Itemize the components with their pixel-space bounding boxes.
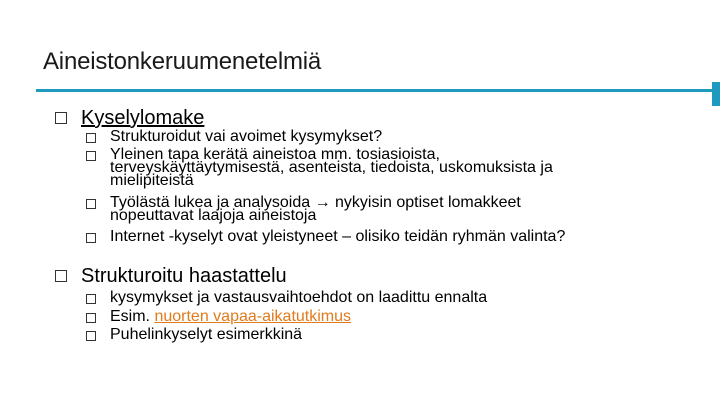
bullet-square-icon [55, 112, 67, 124]
list-item: Esim. nuorten vapaa-aikatutkimus [86, 310, 351, 323]
list-item: Puhelinkyselyt esimerkkinä [86, 328, 302, 341]
title-underline-end [712, 82, 720, 106]
title-underline [36, 89, 720, 92]
list-item: kysymykset ja vastausvaihtoehdot on laadittu ennalta [86, 291, 487, 304]
list-item: Internet -kyselyt ovat yleistyneet – olisiko teidän ryhmän valinta? [86, 230, 565, 243]
slide-title: Aineistonkeruumenetelmiä [43, 48, 322, 75]
tutkimus-link[interactable]: nuorten vapaa-aikatutkimus [154, 308, 352, 325]
list-item: Työlästä lukea ja analysoida → nykyisin optiset lomakkeet nopeuttavat laajoja aineistoja [86, 196, 521, 222]
list-item: Strukturoidut vai avoimet kysymykset? [86, 130, 382, 143]
section-kyselylomake [55, 106, 204, 130]
section-heading: Kyselylomake [81, 107, 205, 129]
bullet-square-icon [86, 313, 96, 323]
bullet-square-icon [55, 270, 67, 282]
bullet-square-icon [86, 133, 96, 143]
bullet-square-icon [86, 151, 96, 161]
bullet-square-icon [86, 233, 96, 243]
section-heading: Strukturoitu haastattelu [81, 265, 287, 287]
list-item: Yleinen tapa kerätä aineistoa mm. tosiasioista, terveyskäyttäytymisestä, asenteista, tiedoista, uskomuksista ja mielipiteistä [86, 148, 553, 187]
bullet-square-icon [86, 199, 96, 209]
bullet-square-icon [86, 331, 96, 341]
section-strukturoitu-haastattelu [55, 264, 287, 288]
bullet-square-icon [86, 294, 96, 304]
